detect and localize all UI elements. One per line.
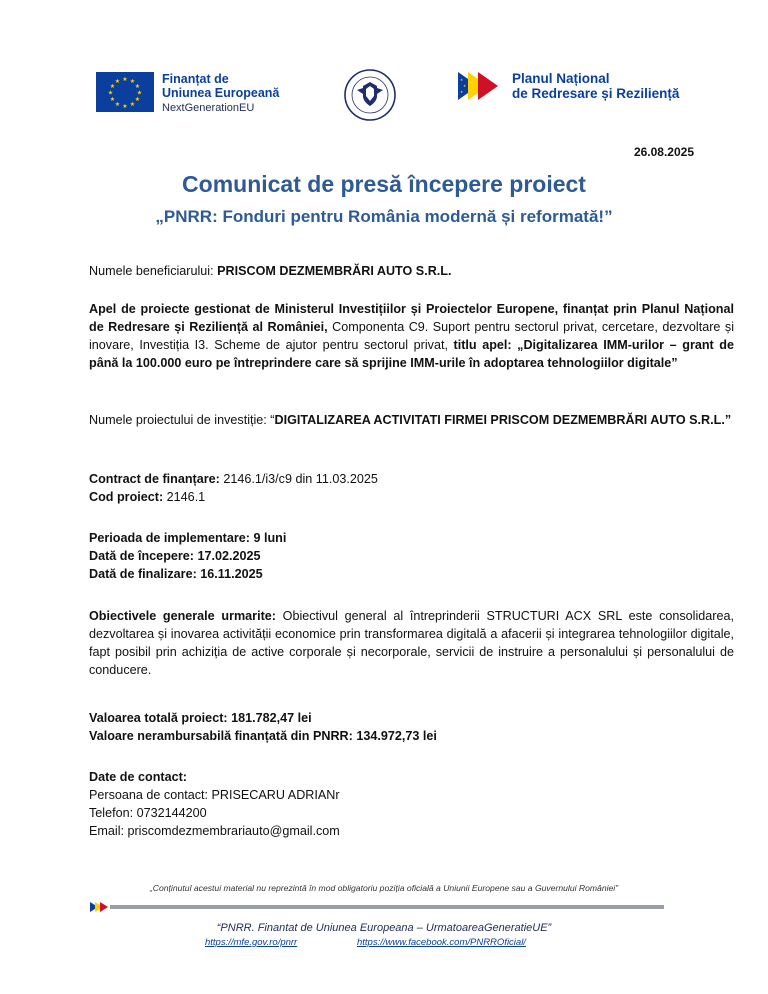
contract-block xyxy=(89,470,734,506)
svg-text:★: ★ xyxy=(107,89,114,97)
svg-text:★: ★ xyxy=(460,78,464,82)
start-date: Dată de începere: 17.02.2025 xyxy=(89,549,261,563)
svg-text:★: ★ xyxy=(114,78,121,85)
period-block xyxy=(89,529,734,583)
svg-text:★: ★ xyxy=(129,78,136,85)
beneficiary-label: Numele beneficiarului: xyxy=(89,264,218,278)
footer-pnrr-line: “PNRR. Finantat de Uniunea Europeana – UrmatoareaGeneratieUE” xyxy=(216,922,552,934)
end-date: Dată de finalizare: 16.11.2025 xyxy=(89,567,263,581)
call-normal-text: Componenta C9. Suport pentru sectorul privat, cercetare, dezvoltare și inovare, Investiția I3. Scheme de ajutor pentru sectorul privat, xyxy=(89,320,734,352)
call-paragraph xyxy=(89,300,734,372)
project-name-paragraph xyxy=(89,411,734,429)
footer-arrow-bar-icon xyxy=(90,902,664,912)
pnrr-line-1: Planul Național xyxy=(512,71,610,86)
eu-stars-icon xyxy=(96,72,154,112)
svg-text:★: ★ xyxy=(129,101,136,108)
pnrr-logo xyxy=(458,72,506,100)
page-title: Comunicat de presă începere proiect xyxy=(182,171,586,197)
svg-text:★: ★ xyxy=(136,89,143,97)
contact-email: Email: priscomdezmembrariauto@gmail.com xyxy=(89,824,340,838)
total-value: Valoarea totală proiect: 181.782,47 lei xyxy=(89,711,312,725)
objectives-paragraph xyxy=(89,607,734,679)
beneficiary-value: PRISCOM DEZMEMBRĂRI AUTO S.R.L. xyxy=(217,264,452,278)
project-code-value: 2146.1 xyxy=(166,490,206,504)
eu-flag-logo xyxy=(96,72,154,112)
contact-phone: Telefon: 0732144200 xyxy=(89,806,207,820)
beneficiary-line xyxy=(89,262,734,280)
implementation-period: Perioada de implementare: 9 luni xyxy=(89,531,287,545)
svg-text:★: ★ xyxy=(134,96,141,103)
project-code-label: Cod proiect: xyxy=(89,490,167,504)
svg-text:★: ★ xyxy=(122,76,128,83)
values-block xyxy=(89,709,734,745)
contact-person: Persoana de contact: PRISECARU ADRIANr xyxy=(89,788,340,802)
contract-label: Contract de finanțare: xyxy=(89,472,224,486)
pnrr-line-2: de Redresare și Reziliență xyxy=(512,86,680,101)
eu-line-3: NextGenerationEU xyxy=(162,102,255,114)
government-seal-logo xyxy=(343,68,397,122)
call-bold-text: Apel de proiecte gestionat de Ministerul Investițiilor și Proiectelor Europene, finanțat prin Planul Național de Redresare și Reziliență al României, xyxy=(89,302,734,334)
footer-divider xyxy=(90,899,664,909)
eu-line-1: Finanțat de xyxy=(162,72,229,86)
call-title-text: titlu apel: „Digitalizarea IMM-urilor – grant de până la 100.000 euro pe întreprindere care să sprijine IMM-urile în adoptarea tehnologiilor digitale” xyxy=(89,338,735,370)
pnrr-arrows-icon xyxy=(458,72,506,100)
nonrefundable-value: Valoare nerambursabilă finanțată din PNRR: 134.972,73 lei xyxy=(89,729,437,743)
svg-text:★: ★ xyxy=(114,101,121,108)
contract-value: 2146.1/i3/c9 din 11.03.2025 xyxy=(223,472,378,486)
svg-text:★: ★ xyxy=(460,90,464,94)
facebook-link[interactable]: https://www.facebook.com/PNRROficial/ xyxy=(357,937,526,948)
contact-block xyxy=(89,768,734,840)
svg-text:★: ★ xyxy=(463,84,467,88)
svg-text:★: ★ xyxy=(134,83,141,90)
project-name-label: Numele proiectului de investiție: “ xyxy=(89,413,275,427)
objectives-text: Obiectivul general al întreprinderii STRUCTURI ACX SRL este consolidarea, dezvoltarea și inovarea activității economice prin transformarea digitală a afacerii și integrarea tehnologiilor digitale, fapt posibil prin achiziția de active corporale și necorporale, servicii de instruire a personalului și personalului de conducere. xyxy=(89,609,734,677)
svg-text:★: ★ xyxy=(122,103,128,110)
contact-heading: Date de contact: xyxy=(89,770,187,784)
coat-of-arms-icon xyxy=(343,68,397,122)
page-subtitle: „PNRR: Fonduri pentru România modernă și reformată!” xyxy=(155,207,613,226)
svg-text:★: ★ xyxy=(109,96,116,103)
eu-line-2: Uniunea Europeană xyxy=(162,86,280,100)
mfe-link[interactable]: https://mfe.gov.ro/pnrr xyxy=(205,937,298,948)
release-date: 26.08.2025 xyxy=(633,145,694,159)
project-name-value: DIGITALIZAREA ACTIVITATI FIRMEI PRISCOM DEZMEMBRĂRI AUTO S.R.L.” xyxy=(274,413,732,427)
svg-text:★: ★ xyxy=(109,83,116,90)
pnrr-label xyxy=(512,71,679,101)
footer-disclaimer: „Conținutul acestui material nu reprezintă în mod obligatoriu poziția oficială a Uniunii Europene sau a Guvernului României” xyxy=(149,883,619,893)
objectives-label: Obiectivele generale urmarite: xyxy=(89,609,283,623)
eu-funding-label xyxy=(162,72,279,115)
